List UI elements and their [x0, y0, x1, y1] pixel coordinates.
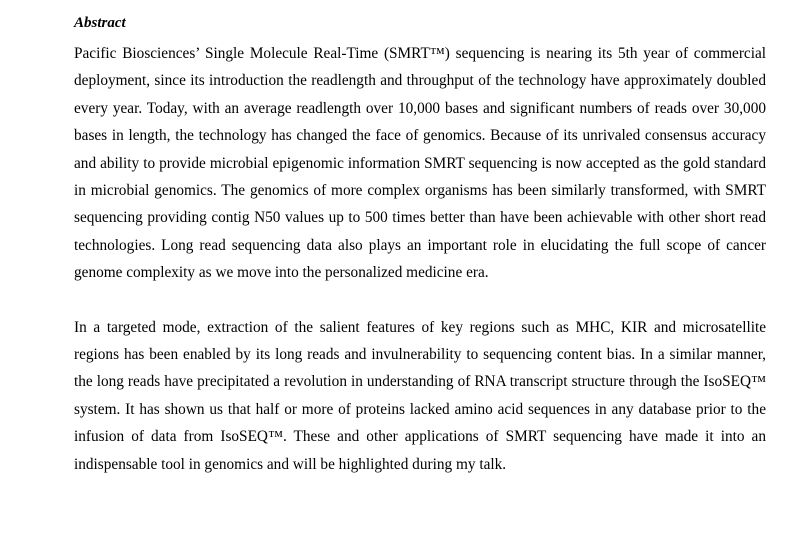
document-page [74, 12, 766, 478]
section-heading: Abstract [74, 15, 126, 31]
abstract-paragraph-1: Pacific Biosciences’ Single Molecule Real-Time (SMRT™) sequencing is nearing its 5th year of commercial deployment, since its introduction the readlength and throughput of the technology have approximately doubled every year. Today, with an average readlength over 10,000 bases and significant numbers of reads over 30,000 bases in length, the technology has changed the face of genomics. Because of its unrivaled consensus accuracy and ability to provide microbial epigenomic information SMRT sequencing is now accepted as the gold standard in microbial genomics. The genomics of more complex organisms has been similarly transformed, with SMRT sequencing providing contig N50 values up to 500 times better than have been achievable with other short read technologies. Long read sequencing data also plays an important role in elucidating the full scope of cancer genome complexity as we move into the personalized medicine era. [74, 45, 766, 282]
abstract-paragraph-2: In a targeted mode, extraction of the salient features of key regions such as MHC, KIR and microsatellite regions has been enabled by its long reads and invulnerability to sequencing content bias. In a similar manner, the long reads have precipitated a revolution in understanding of RNA transcript structure through the IsoSEQ™ system. It has shown us that half or more of proteins lacked amino acid sequences in any database prior to the infusion of data from IsoSEQ™. These and other applications of SMRT sequencing have made it into an indispensable tool in genomics and will be highlighted during my talk. [74, 318, 766, 473]
